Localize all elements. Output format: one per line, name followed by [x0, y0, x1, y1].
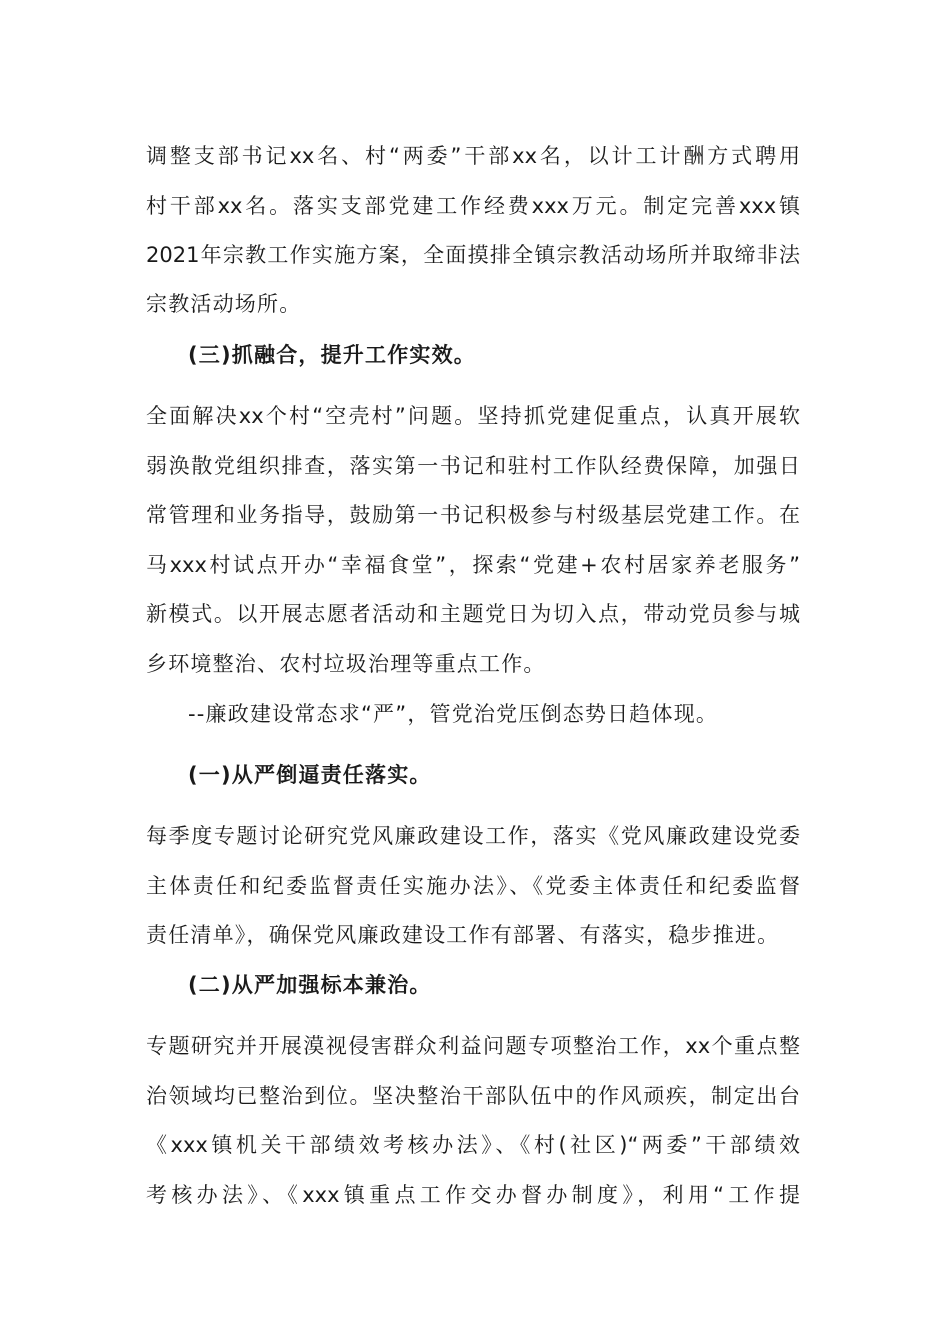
body-text-line: 治领域均已整治到位。坚决整治干部队伍中的作风顽疾，制定出台 [146, 1084, 800, 1108]
body-text-line: 2021年宗教工作实施方案，全面摸排全镇宗教活动场所并取缔非法 [146, 243, 800, 267]
body-text-line: 村干部xx名。落实支部党建工作经费xxx万元。制定完善xxx镇 [146, 194, 800, 218]
section-heading: (三)抓融合，提升工作实效。 [188, 343, 476, 367]
body-text-line: 《xxx镇机关干部绩效考核办法》、《村(社区)“两委”干部绩效 [146, 1133, 800, 1157]
section-heading: (二)从严加强标本兼治。 [188, 973, 432, 997]
body-text-line: 责任清单》，确保党风廉政建设工作有部署、有落实，稳步推进。 [146, 923, 780, 947]
body-text-line: 每季度专题讨论研究党风廉政建设工作，落实《党风廉政建设党委 [146, 824, 800, 848]
section-heading: (一)从严倒逼责任落实。 [188, 763, 432, 787]
body-text-line: 马xxx村试点开办“幸福食堂”，探索“党建+农村居家养老服务” [146, 553, 800, 577]
subsection-heading: --廉政建设常态求“严”，管党治党压倒态势日趋体现。 [188, 702, 719, 726]
body-text-line: 考核办法》、《xxx镇重点工作交办督办制度》，利用“工作提 [146, 1183, 800, 1207]
body-text-line: 宗教活动场所。 [146, 292, 302, 316]
body-text-line: 乡环境整治、农村垃圾治理等重点工作。 [146, 652, 546, 676]
body-text-line: 新模式。以开展志愿者活动和主题党日为切入点，带动党员参与城 [146, 602, 800, 626]
body-text-line: 全面解决xx个村“空壳村”问题。坚持抓党建促重点，认真开展软 [146, 404, 800, 428]
body-text-line: 调整支部书记xx名、村“两委”干部xx名，以计工计酬方式聘用 [146, 144, 800, 168]
body-text-line: 弱涣散党组织排查，落实第一书记和驻村工作队经费保障，加强日 [146, 454, 800, 478]
body-text-line: 专题研究并开展漠视侵害群众利益问题专项整治工作，xx个重点整 [146, 1034, 800, 1058]
body-text-line: 主体责任和纪委监督责任实施办法》、《党委主体责任和纪委监督 [146, 874, 800, 898]
body-text-line: 常管理和业务指导，鼓励第一书记积极参与村级基层党建工作。在 [146, 503, 800, 527]
